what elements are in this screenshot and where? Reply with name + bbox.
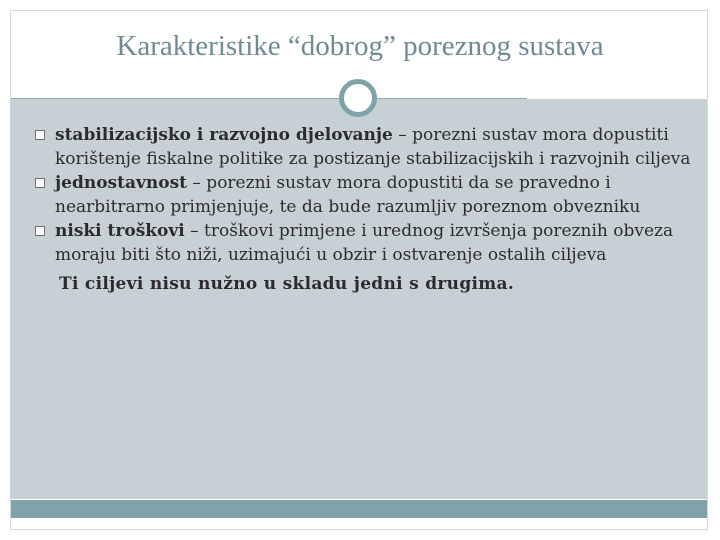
list-item bbox=[33, 124, 693, 171]
bullet-square-icon bbox=[35, 130, 45, 140]
slide-title: Karakteristike “dobrog” poreznog sustava bbox=[116, 30, 604, 62]
item-text: – porezni sustav mora dopustiti korištenje fiskalne politike za postizanje stabilizacijskih i razvojnih ciljeva bbox=[55, 125, 691, 169]
item-term: jednostavnost bbox=[55, 173, 187, 193]
bullet-list bbox=[33, 124, 693, 297]
item-text: – porezni sustav mora dopustiti da se pravedno i nearbitrarno primjenjuje, te da bude razumljiv poreznom obvezniku bbox=[55, 173, 641, 217]
circle-ornament-icon bbox=[339, 79, 377, 117]
footer-bar bbox=[11, 500, 707, 518]
bullet-square-icon bbox=[35, 226, 45, 236]
divider-left bbox=[11, 98, 339, 99]
item-term: niski troškovi bbox=[55, 221, 185, 241]
bullet-square-icon bbox=[35, 178, 45, 188]
list-item bbox=[33, 172, 693, 219]
list-item bbox=[33, 220, 693, 267]
closing-note: Ti ciljevi nisu nužno u skladu jedni s drugima. bbox=[59, 274, 515, 294]
item-text: – troškovi primjene i urednog izvršenja poreznih obveza moraju biti što niži, uzimajući u obzir i ostvarenje ostalih ciljeva bbox=[55, 221, 674, 265]
item-term: stabilizacijsko i razvojno djelovanje bbox=[55, 125, 393, 145]
divider-right bbox=[377, 98, 527, 99]
